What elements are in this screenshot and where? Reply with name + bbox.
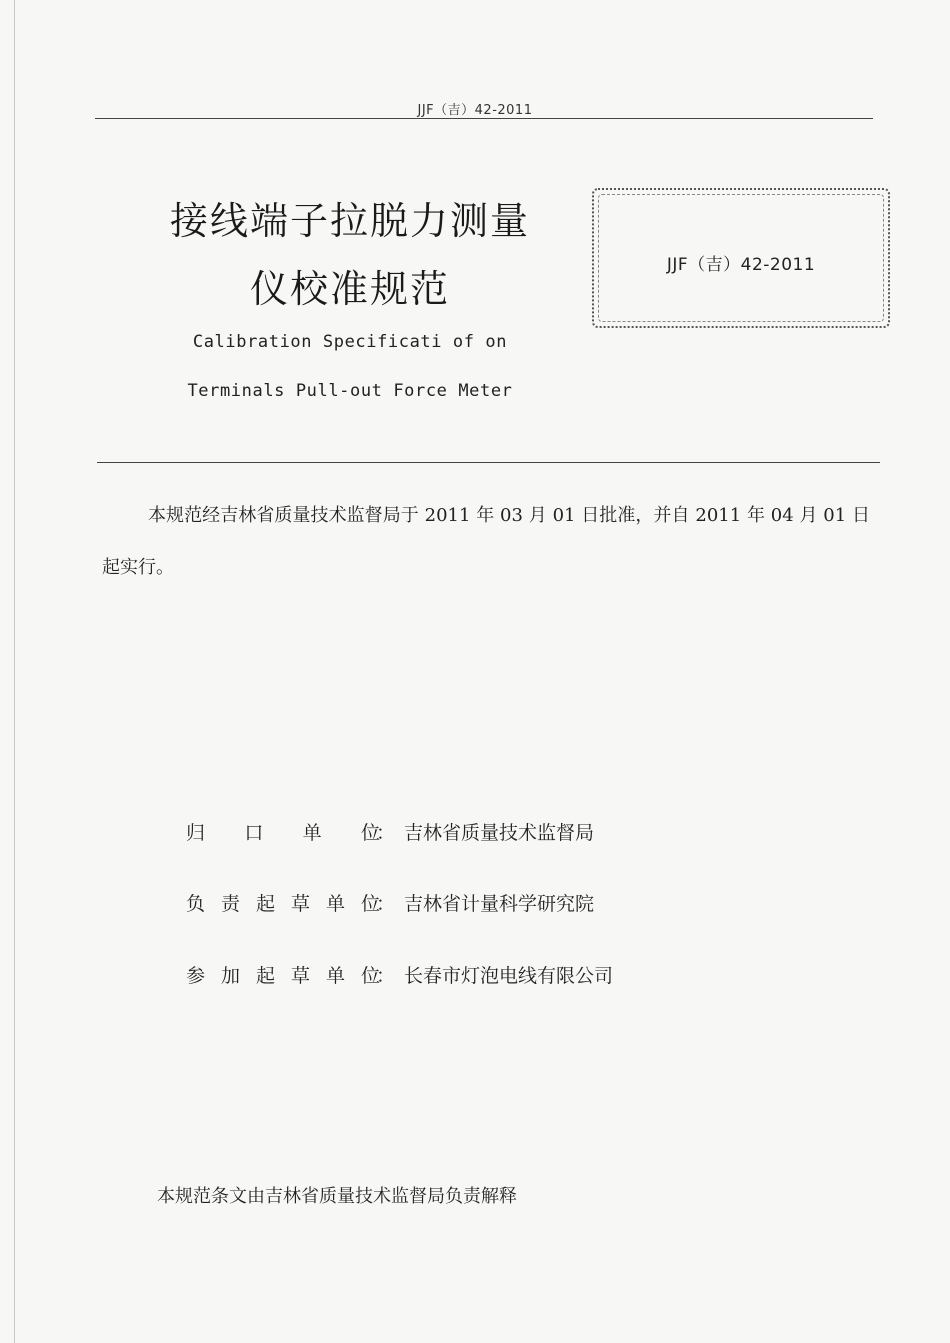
unit-colon: ： xyxy=(376,822,396,844)
header-standard-code: JJF（吉）42-2011 xyxy=(417,103,533,118)
unit-colon: ： xyxy=(376,893,396,915)
unit-label: 归 口 单 位 xyxy=(186,822,380,844)
unit-value: 吉林省计量科学研究院 xyxy=(404,893,595,915)
title-en-line1: Calibration Specificati of on xyxy=(192,332,508,352)
unit-label: 负责起草单位 xyxy=(186,893,380,915)
unit-value: 吉林省质量技术监督局 xyxy=(404,822,595,844)
stamp-standard-code: JJF（吉）42-2011 xyxy=(666,255,816,275)
unit-value: 长春市灯泡电线有限公司 xyxy=(404,965,614,987)
unit-row-participating-org xyxy=(186,961,826,991)
title-cn-line1: 接线端子拉脱力测量 xyxy=(169,199,530,243)
title-divider-rule xyxy=(97,462,880,463)
unit-row-responsible-org xyxy=(186,818,826,848)
header-rule xyxy=(95,118,873,119)
code-stamp-box xyxy=(592,188,890,328)
unit-row-drafting-org xyxy=(186,889,826,919)
interpretation-note: 本规范条文由吉林省质量技术监督局负责解释 xyxy=(157,1186,517,1207)
approval-statement: 本规范经吉林省质量技术监督局于 2011 年 03 月 01 日批准，并自 2011 年 04 月 01 日起实行。 xyxy=(102,505,870,578)
unit-label: 参加起草单位 xyxy=(186,965,380,987)
unit-colon: ： xyxy=(376,965,396,987)
scan-edge xyxy=(14,0,15,1343)
title-cn-line2: 仪校准规范 xyxy=(249,267,450,311)
title-en-line2: Terminals Pull-out Force Meter xyxy=(187,381,513,401)
